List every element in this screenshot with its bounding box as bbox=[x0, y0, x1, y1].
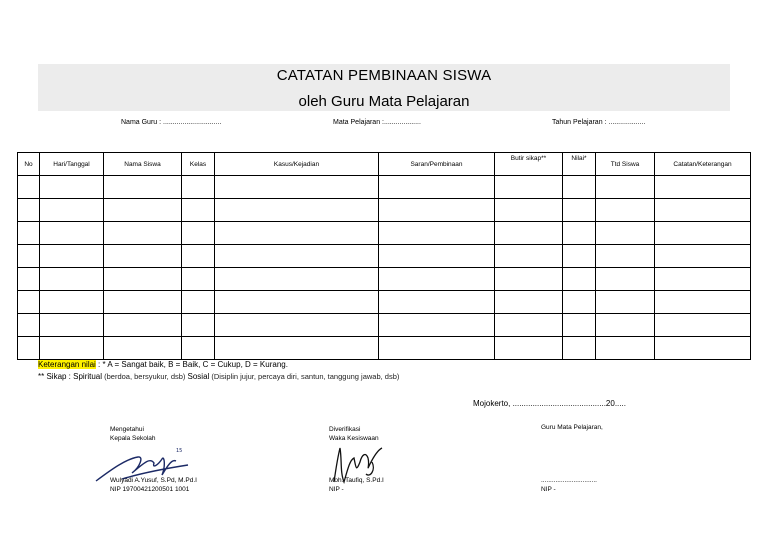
table-cell bbox=[379, 199, 495, 222]
col-header: Nilai* bbox=[563, 153, 596, 176]
table-cell bbox=[215, 314, 379, 337]
principal-label-1: Mengetahui bbox=[110, 426, 144, 433]
table-cell bbox=[563, 199, 596, 222]
table-cell bbox=[379, 337, 495, 360]
grade-legend-values: : * A = Sangat baik, B = Baik, C = Cukup, D = Kurang. bbox=[95, 360, 288, 369]
table-cell bbox=[495, 222, 563, 245]
principal-nip: NIP 19700421200501 1001 bbox=[110, 486, 190, 493]
table-cell bbox=[40, 176, 104, 199]
col-header: Catatan/Keterangan bbox=[655, 153, 751, 176]
table-cell bbox=[655, 245, 751, 268]
subject-field: Mata Pelajaran :................... bbox=[333, 119, 421, 126]
col-header: No bbox=[18, 153, 40, 176]
table-cell bbox=[104, 314, 182, 337]
table-cell bbox=[563, 176, 596, 199]
table-cell bbox=[563, 268, 596, 291]
table-cell bbox=[104, 268, 182, 291]
table-cell bbox=[596, 337, 655, 360]
table-cell bbox=[40, 268, 104, 291]
teacher-nip: NIP - bbox=[541, 486, 556, 493]
table-cell bbox=[104, 176, 182, 199]
table-cell bbox=[495, 245, 563, 268]
table-cell bbox=[18, 337, 40, 360]
table-cell bbox=[495, 337, 563, 360]
principal-name: Wulyadi A.Yusuf, S.Pd, M.Pd.I bbox=[110, 477, 197, 484]
table-cell bbox=[379, 245, 495, 268]
table-cell bbox=[379, 176, 495, 199]
col-header: Saran/Pembinaan bbox=[379, 153, 495, 176]
table-cell bbox=[104, 245, 182, 268]
student-guidance-table bbox=[17, 152, 751, 360]
attitude-spiritual-label: ** Sikap : Spiritual bbox=[38, 372, 103, 381]
teacher-name-field: Nama Guru : .............................. bbox=[121, 119, 222, 126]
table-cell bbox=[40, 222, 104, 245]
principal-label-2: Kepala Sekolah bbox=[110, 435, 156, 442]
table-cell bbox=[182, 291, 215, 314]
verifier-label-2: Waka Kesiswaan bbox=[329, 435, 379, 442]
table-cell bbox=[182, 268, 215, 291]
col-header: Butir sikap** bbox=[495, 153, 563, 176]
table-cell bbox=[563, 222, 596, 245]
table-cell bbox=[18, 222, 40, 245]
table-cell bbox=[596, 268, 655, 291]
table-cell bbox=[563, 291, 596, 314]
table-cell bbox=[596, 314, 655, 337]
table-row bbox=[18, 337, 751, 360]
table-cell bbox=[379, 268, 495, 291]
table-header-row bbox=[18, 153, 751, 176]
table-row bbox=[18, 245, 751, 268]
table-cell bbox=[104, 222, 182, 245]
attitude-social-label: Sosial bbox=[187, 372, 210, 381]
table-cell bbox=[379, 222, 495, 245]
table-cell bbox=[104, 199, 182, 222]
table-cell bbox=[215, 291, 379, 314]
table-cell bbox=[40, 337, 104, 360]
table-cell bbox=[182, 337, 215, 360]
svg-text:15: 15 bbox=[176, 448, 183, 454]
table-cell bbox=[18, 245, 40, 268]
table-cell bbox=[215, 176, 379, 199]
table-row bbox=[18, 291, 751, 314]
table-cell bbox=[655, 176, 751, 199]
table-cell bbox=[40, 291, 104, 314]
table-cell bbox=[596, 222, 655, 245]
table-cell bbox=[18, 314, 40, 337]
table-cell bbox=[596, 291, 655, 314]
table-cell bbox=[495, 268, 563, 291]
table-cell bbox=[215, 337, 379, 360]
table-cell bbox=[182, 222, 215, 245]
table-row bbox=[18, 222, 751, 245]
table-cell bbox=[40, 245, 104, 268]
col-header: Kasus/Kejadian bbox=[215, 153, 379, 176]
teacher-name-blank: ............................... bbox=[541, 477, 597, 484]
table-cell bbox=[215, 199, 379, 222]
table-cell bbox=[104, 337, 182, 360]
col-header: Hari/Tanggal bbox=[40, 153, 104, 176]
table-cell bbox=[655, 314, 751, 337]
verifier-nip: NIP - bbox=[329, 486, 344, 493]
table-cell bbox=[596, 245, 655, 268]
table-cell bbox=[596, 176, 655, 199]
table-cell bbox=[655, 268, 751, 291]
table-row bbox=[18, 199, 751, 222]
table-cell bbox=[655, 337, 751, 360]
grade-legend bbox=[38, 360, 288, 369]
table-cell bbox=[655, 222, 751, 245]
attitude-spiritual-desc: (berdoa, bersyukur, dsb) bbox=[102, 372, 188, 381]
table-cell bbox=[495, 314, 563, 337]
place-date: Mojokerto, ..........................................20..... bbox=[473, 399, 626, 408]
verifier-label-1: Diverifikasi bbox=[329, 426, 361, 433]
table-cell bbox=[182, 199, 215, 222]
table-row bbox=[18, 268, 751, 291]
page-title: CATATAN PEMBINAAN SISWA bbox=[276, 67, 492, 84]
table-cell bbox=[379, 314, 495, 337]
col-header: Kelas bbox=[182, 153, 215, 176]
col-header: Nama Siswa bbox=[104, 153, 182, 176]
school-year-field: Tahun Pelajaran : ................... bbox=[552, 119, 646, 126]
table-row bbox=[18, 176, 751, 199]
table-cell bbox=[215, 268, 379, 291]
table-cell bbox=[104, 291, 182, 314]
table-cell bbox=[563, 337, 596, 360]
page-subtitle: oleh Guru Mata Pelajaran bbox=[298, 93, 470, 110]
grade-legend-label: Keterangan nilai bbox=[38, 360, 96, 369]
table-cell bbox=[40, 314, 104, 337]
table-cell bbox=[655, 199, 751, 222]
table-cell bbox=[18, 291, 40, 314]
table-cell bbox=[40, 199, 104, 222]
table-cell bbox=[215, 245, 379, 268]
verifier-name: Moh. Taufiq, S.Pd.I bbox=[329, 477, 384, 484]
table-cell bbox=[596, 199, 655, 222]
table-row bbox=[18, 314, 751, 337]
table-cell bbox=[495, 176, 563, 199]
teacher-label: Guru Mata Pelajaran, bbox=[541, 424, 603, 431]
table-cell bbox=[563, 245, 596, 268]
attitude-legend bbox=[38, 372, 399, 381]
table-cell bbox=[18, 268, 40, 291]
col-header: Ttd Siswa bbox=[596, 153, 655, 176]
table-cell bbox=[495, 291, 563, 314]
table-cell bbox=[379, 291, 495, 314]
table-cell bbox=[655, 291, 751, 314]
table-cell bbox=[563, 314, 596, 337]
table-cell bbox=[495, 199, 563, 222]
table-cell bbox=[182, 245, 215, 268]
attitude-social-desc: (Disiplin jujur, percaya diri, santun, tanggung jawab, dsb) bbox=[209, 372, 400, 381]
table-cell bbox=[182, 176, 215, 199]
table-cell bbox=[18, 176, 40, 199]
table-cell bbox=[182, 314, 215, 337]
table-cell bbox=[215, 222, 379, 245]
table-cell bbox=[18, 199, 40, 222]
